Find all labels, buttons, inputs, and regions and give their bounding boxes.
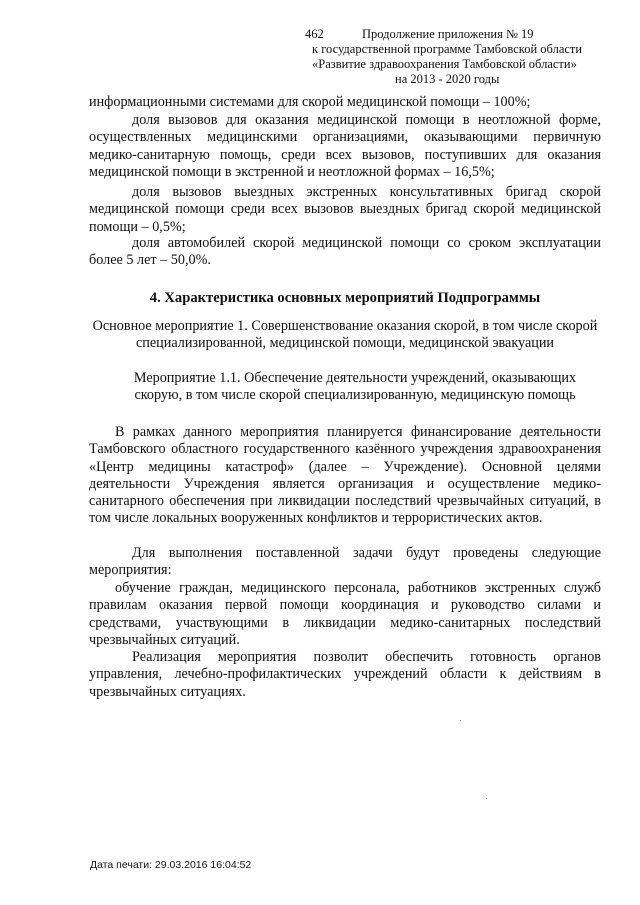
header-line-4: на 2013 - 2020 годы xyxy=(395,72,500,86)
page-number: 462 xyxy=(305,27,324,41)
paragraph-7: обучение граждан, медицинского персонала, работников экстренных служб правилам оказания первой помощи координация и руководство силами и средствами, участвующими в ликвидации медико-санитарных последствий чрезвычайных ситуаций. xyxy=(89,580,601,648)
paragraph-4: доля автомобилей скорой медицинской помощи со сроком эксплуатации более 5 лет – 50,0%. xyxy=(89,235,601,269)
header-line-3: «Развитие здравоохранения Тамбовской области» xyxy=(312,57,577,71)
scan-speck xyxy=(460,720,461,721)
header-line-1: Продолжение приложения № 19 xyxy=(362,27,534,41)
paragraph-3: доля вызовов выездных экстренных консультативных бригад скорой медицинской помощи среди всех вызовов выездных бригад скорой медицинской помощи – 0,5%; xyxy=(89,184,601,235)
scan-speck xyxy=(486,798,487,799)
main-event-title: Основное мероприятие 1. Совершенствование оказания скорой, в том числе скорой специализированной, медицинской помощи, медицинской эвакуации xyxy=(92,318,598,352)
sub-event-title: Мероприятие 1.1. Обеспечение деятельности учреждений, оказывающих скорую, в том числе скорой специализированную, медицинскую помощь xyxy=(133,370,577,404)
paragraph-2: доля вызовов для оказания медицинской помощи в неотложной форме, осуществленных медицинскими организациями, оказывающими первичную медико-санитарную помощь, среди всех вызовов, поступивших для оказания медицинской помощи в экстренной и неотложной формах – 16,5%; xyxy=(89,112,601,180)
header-line-2: к государственной программе Тамбовской области xyxy=(312,42,583,56)
print-date: Дата печати: 29.03.2016 16:04:52 xyxy=(90,859,252,871)
paragraph-8: Реализация мероприятия позволит обеспечить готовность органов управления, лечебно-профилактических учреждений области к действиям в чрезвычайных ситуациях. xyxy=(89,649,601,700)
section-title: 4. Характеристика основных мероприятий Подпрограммы xyxy=(149,290,541,306)
paragraph-6: Для выполнения поставленной задачи будут проведены следующие мероприятия: xyxy=(89,545,601,579)
paragraph-5: В рамках данного мероприятия планируется финансирование деятельности Тамбовского областного государственного казённого учреждения здравоохранения «Центр медицины катастроф» (далее – Учреждение). Основной целями деятельности Учреждения является организация и осуществление медико-санитарного обеспечения при ликвидации последствий чрезвычайных ситуаций, в том числе локальных вооруженных конфликтов и террористических актов. xyxy=(89,424,601,527)
paragraph-1: информационными системами для скорой медицинской помощи – 100%; xyxy=(89,94,531,110)
